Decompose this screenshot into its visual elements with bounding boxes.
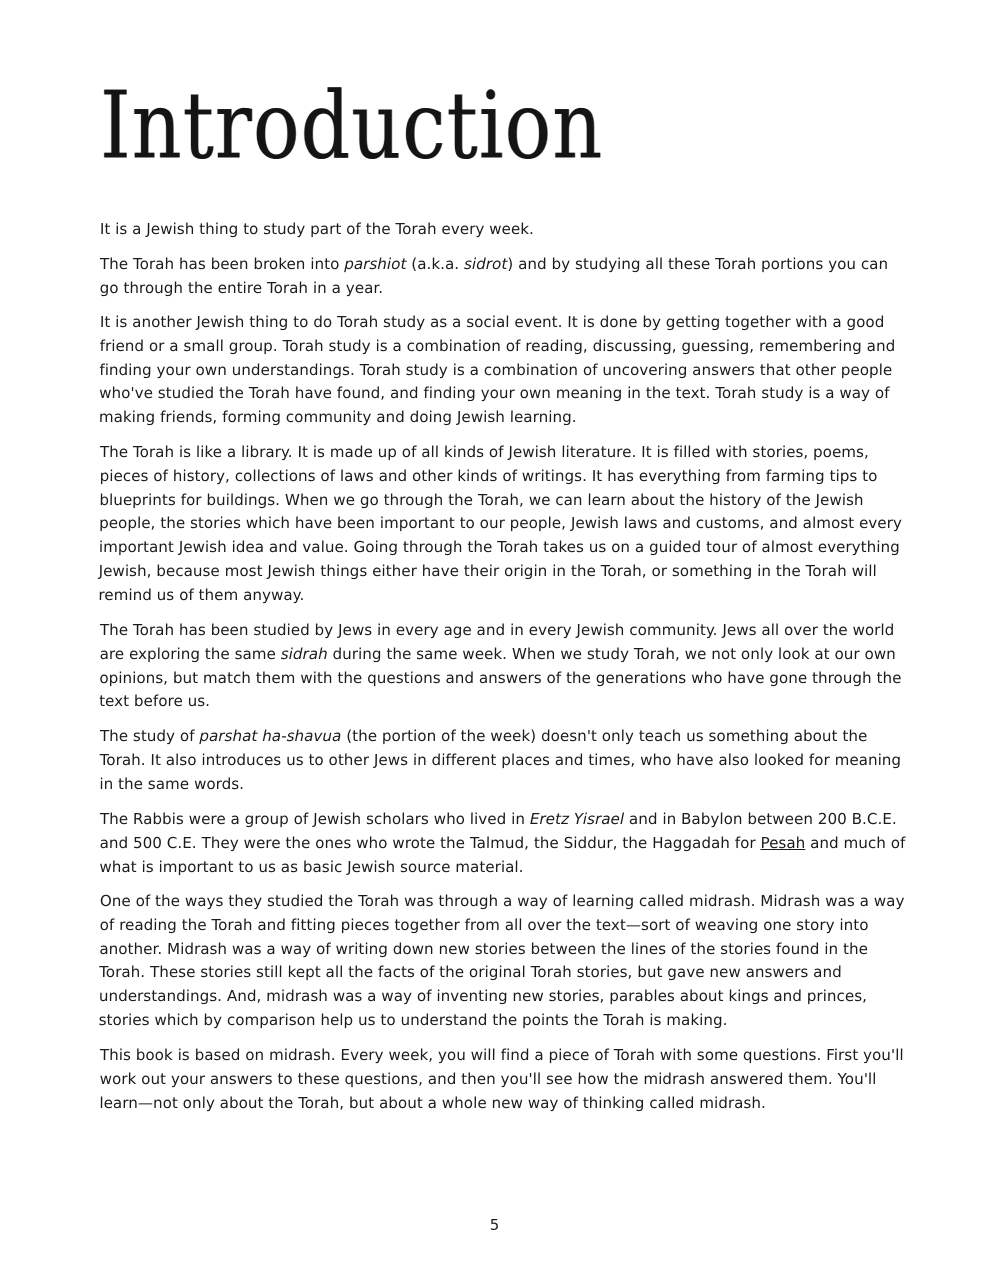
body-text: [100, 218, 912, 1115]
paragraph-segment: The Rabbis were a group of Jewish scholars who lived in: [99, 809, 530, 828]
page-title: Introduction: [100, 70, 604, 180]
italic-term-parshiot: parshiot: [344, 254, 407, 273]
paragraph: [99, 725, 912, 796]
paragraph: This book is based on midrash. Every week, you will find a piece of Torah with some questions. First you'll work out your answers to these questions, and then you'll see how the midrash answered them. You'll learn—not only about the Torah, but about a whole new way of thinking called midrash.: [99, 1045, 904, 1112]
paragraph: It is another Jewish thing to do Torah study as a social event. It is done by getting together with a good friend or a small group. Torah study is a combination of reading, discussing, guessing, remembering and finding your own understandings. Torah study is a combination of uncovering answers that other people who've studied the Torah have found, and finding your own meaning in the text. Torah study is a way of making friends, forming community and doing Jewish learning.: [98, 313, 896, 427]
paragraph: [99, 808, 912, 879]
paragraph: The Torah is like a library. It is made up of all kinds of Jewish literature. It is filled with stories, poems, pieces of history, collections of laws and other kinds of writings. It has everything from farming tips to blueprints for buildings. When we go through the Torah, we can learn about the history of the Jewish people, the stories which have been important to our people, Jewish laws and customs, and almost every important Jewish idea and value. Going through the Torah takes us on a guided tour of almost everything Jewish, because most Jewish things either have their origin in the Torah, or something in the Torah will remind us of them anyway.: [98, 443, 903, 605]
underlined-term-pesah: Pesah: [760, 833, 806, 852]
paragraph-segment: (the portion of the week) doesn't only teach us something about the Torah. It also introduces us to other Jews in different places and times, who have also looked for meaning in the same words.: [99, 727, 902, 793]
paragraph-segment: (a.k.a.: [406, 254, 465, 273]
italic-term-sidrot: sidrot: [463, 254, 508, 273]
paragraph: One of the ways they studied the Torah was through a way of learning called midrash. Midrash was a way of reading the Torah and fitting pieces together from all over the text—sort of weaving one story into another. Midrash was a way of writing down new stories between the lines of the stories found in the Torah. These stories still kept all the facts of the original Torah stories, but gave new answers and understandings. And, midrash was a way of inventing new stories, parables about kings and princes, stories which by comparison help us to understand the points the Torah is making.: [98, 891, 905, 1029]
paragraph: [100, 253, 912, 301]
paragraph-segment: The Torah has been studied by Jews in every age and in every Jewish community. Jews all over the world are exploring the same: [99, 620, 895, 663]
paragraph-segment: ) and by studying all these Torah portions you can go through the entire Torah in a year.: [99, 254, 889, 297]
page-content: [100, 60, 912, 1115]
paragraph-segment: during the same week. When we study Torah, we not only look at our own opinions, but match them with the questions and answers of the generations who have gone through the text before us.: [99, 644, 902, 711]
paragraph-segment: and in Babylon between 200 B.C.E. and 500 C.E. They were the ones who wrote the Talmud, the Siddur, the Haggadah for: [99, 809, 897, 852]
italic-term-sidrah: sidrah: [280, 644, 328, 663]
italic-term-eretz-yisrael: Eretz Yisrael: [529, 809, 625, 828]
page-title-block: [100, 60, 912, 180]
paragraph-segment: The Torah has been broken into: [99, 254, 345, 273]
paragraph-segment: and much of what is important to us as basic Jewish source material.: [99, 833, 906, 876]
paragraph: [99, 619, 912, 714]
italic-term-parshat-ha-shavua: parshat ha-shavua: [199, 727, 342, 746]
page-number: 5: [489, 1216, 500, 1234]
paragraph-segment: The study of: [99, 727, 200, 746]
paragraph: It is a Jewish thing to study part of the Torah every week.: [99, 220, 535, 238]
